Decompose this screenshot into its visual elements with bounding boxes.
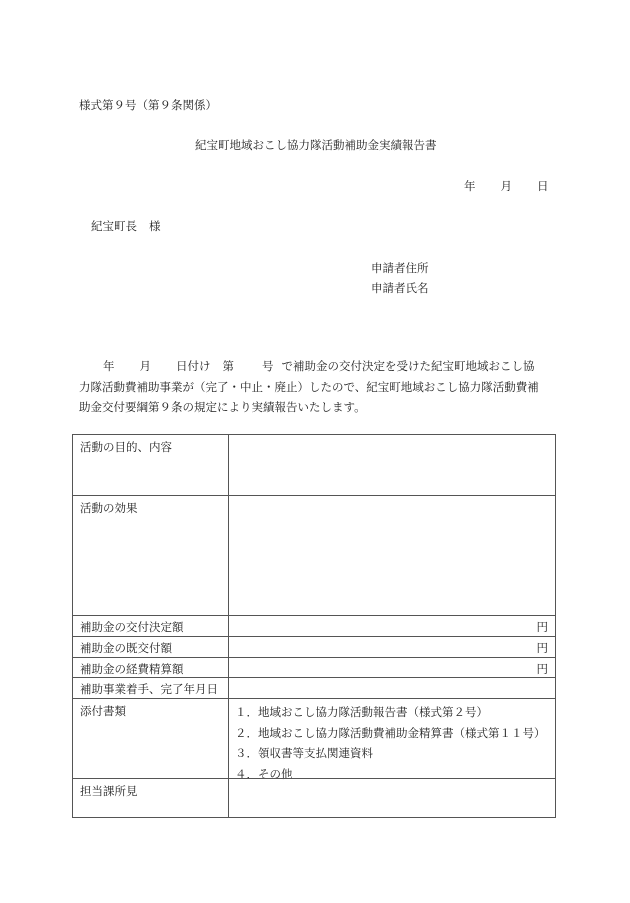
table-row-dept-opinion bbox=[73, 778, 555, 818]
table-row-effect bbox=[73, 495, 555, 616]
table-row-purpose bbox=[73, 435, 555, 495]
attachment-item: １．地域おこし協力隊活動報告書（様式第２号） bbox=[235, 705, 488, 719]
row-label: 添付書類 bbox=[80, 704, 126, 718]
body-line-2: 力隊活動費補助事業が（完了・中止・廃止）したので、紀宝町地域おこし協力隊活動費補 bbox=[79, 379, 539, 394]
body-year: 年 bbox=[103, 359, 115, 373]
table-row-dates bbox=[73, 677, 555, 699]
applicant-block bbox=[371, 258, 429, 298]
date-day: 日 bbox=[537, 179, 549, 193]
body-line-1 bbox=[79, 356, 559, 377]
row-label: 補助金の交付決定額 bbox=[80, 620, 184, 634]
addressee-honorific: 様 bbox=[149, 219, 161, 233]
date-month: 月 bbox=[500, 179, 512, 193]
row-label: 補助金の経費精算額 bbox=[80, 662, 184, 676]
addressee bbox=[91, 218, 161, 234]
yen-unit: 円 bbox=[536, 662, 548, 676]
applicant-address-label: 申請者住所 bbox=[371, 261, 429, 275]
table-row-settlement-amount bbox=[73, 657, 555, 678]
body-paragraph bbox=[79, 356, 559, 418]
row-label: 担当課所見 bbox=[80, 784, 138, 798]
body-month: 月 bbox=[139, 359, 151, 373]
report-table bbox=[72, 434, 556, 818]
table-row-paid-amount bbox=[73, 636, 555, 658]
row-label: 補助金の既交付額 bbox=[80, 641, 172, 655]
yen-unit: 円 bbox=[536, 620, 548, 634]
attachment-item: ２．地域おこし協力隊活動費補助金精算書（様式第１１号） bbox=[235, 725, 546, 740]
body-day: 日付け bbox=[176, 359, 211, 373]
applicant-name-label: 申請者氏名 bbox=[371, 281, 429, 295]
row-label: 活動の効果 bbox=[80, 501, 138, 515]
date-year: 年 bbox=[464, 179, 476, 193]
table-row-decision-amount bbox=[73, 615, 555, 637]
body-dai: 第 bbox=[222, 359, 234, 373]
attachment-item: ３．領収書等支払関連資料 bbox=[235, 746, 373, 760]
attachment-list bbox=[235, 702, 546, 784]
addressee-name: 紀宝町長 bbox=[91, 219, 137, 233]
row-label: 活動の目的、内容 bbox=[80, 440, 172, 454]
yen-unit: 円 bbox=[536, 641, 548, 655]
body-go: 号 bbox=[262, 359, 274, 373]
date-line bbox=[464, 178, 549, 194]
form-number: 様式第９号（第９条関係） bbox=[79, 98, 217, 112]
effect-field[interactable] bbox=[235, 500, 549, 610]
attachment-item: ４．その他 bbox=[235, 766, 293, 781]
purpose-field[interactable] bbox=[235, 439, 549, 491]
body-line-1-rest: で補助金の交付決定を受けた紀宝町地域おこし協 bbox=[281, 359, 535, 373]
body-line-3: 助金交付要綱第９条の規定により実績報告いたします。 bbox=[79, 400, 366, 414]
table-row-attachments bbox=[73, 698, 555, 779]
document-title: 紀宝町地域おこし協力隊活動補助金実績報告書 bbox=[195, 138, 437, 152]
row-label: 補助事業着手、完了年月日 bbox=[80, 682, 218, 696]
